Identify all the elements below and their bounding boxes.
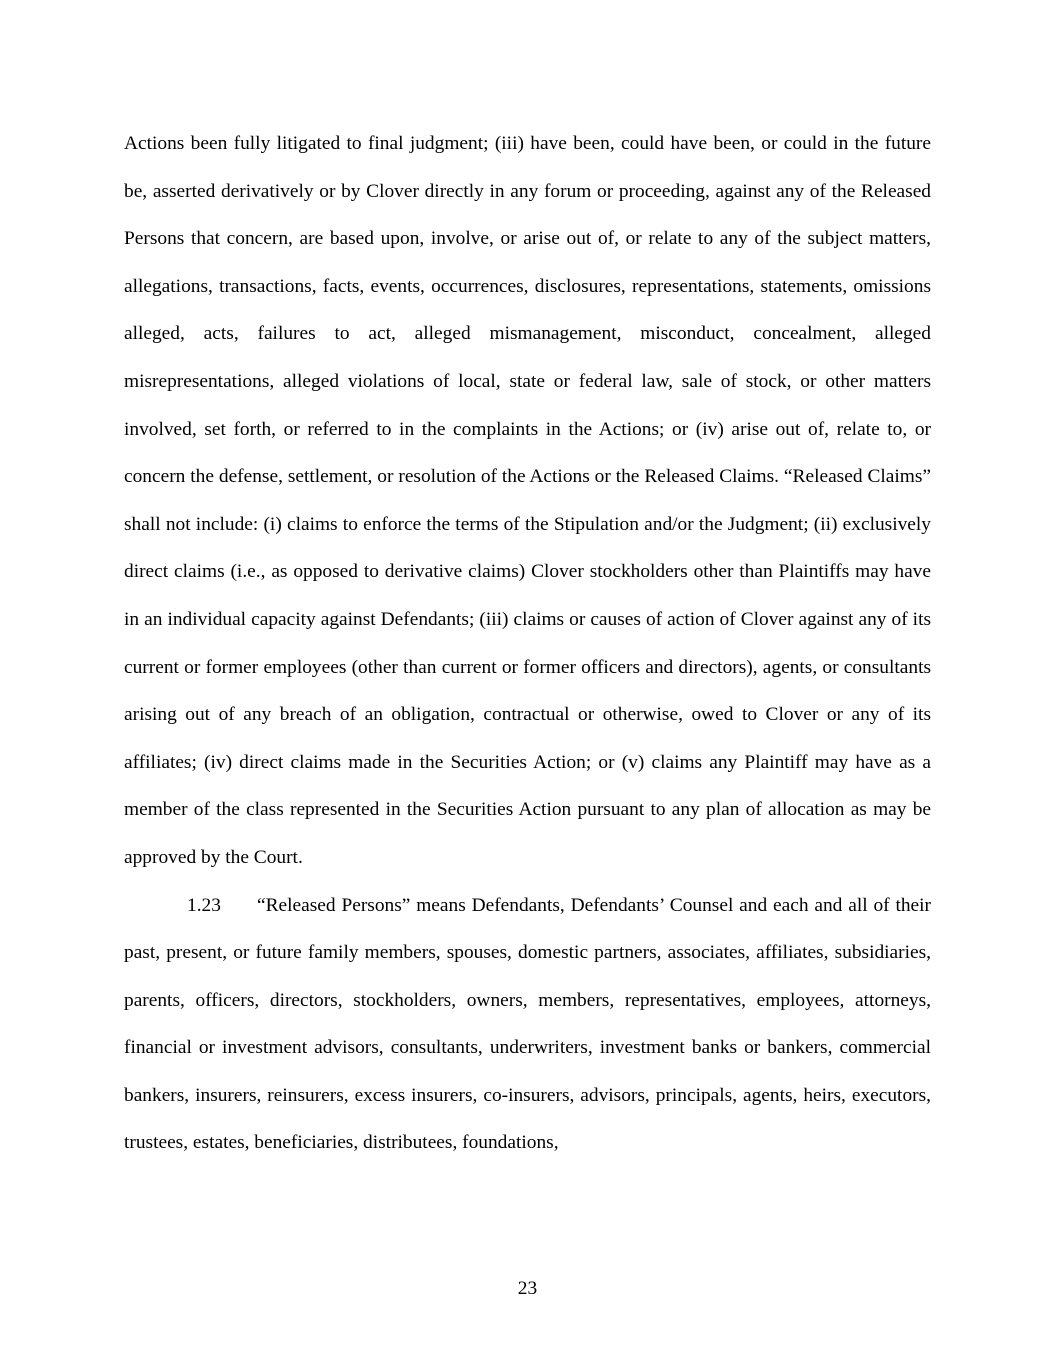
page-number: 23 bbox=[517, 1278, 538, 1299]
section-1-23-paragraph bbox=[124, 882, 931, 1168]
continued-paragraph: Actions been fully litigated to final judgment; (iii) have been, could have been, or could in the future be, asserted derivatively or by Clover directly in any forum or proceeding, against any of the Released Persons that concern, are based upon, involve, or arise out of, or relate to any of the subject matters, allegations, transactions, facts, events, occurrences, disclosures, representations, statements, omissions alleged, acts, failures to act, alleged mismanagement, misconduct, concealment, alleged misrepresentations, alleged violations of local, state or federal law, sale of stock, or other matters involved, set forth, or referred to in the complaints in the Actions; or (iv) arise out of, relate to, or concern the defense, settlement, or resolution of the Actions or the Released Claims. “Released Claims” shall not include: (i) claims to enforce the terms of the Stipulation and/or the Judgment; (ii) exclusively direct claims (i.e., as opposed to derivative claims) Clover stockholders other than Plaintiffs may have in an individual capacity against Defendants; (iii) claims or causes of action of Clover against any of its current or former employees (other than current or former officers and directors), agents, or consultants arising out of any breach of an obligation, contractual or otherwise, owed to Clover or any of its affiliates; (iv) direct claims made in the Securities Action; or (v) claims any Plaintiff may have as a member of the class represented in the Securities Action pursuant to any plan of allocation as may be approved by the Court. bbox=[124, 133, 931, 868]
section-text: “Released Persons” means Defendants, Defendants’ Counsel and each and all of their past, present, or future family members, spouses, domestic partners, associates, affiliates, subsidiaries, parents, officers, directors, stockholders, owners, members, representatives, employees, attorneys, financial or investment advisors, consultants, underwriters, investment banks or bankers, commercial bankers, insurers, reinsurers, excess insurers, co-insurers, advisors, principals, agents, heirs, executors, trustees, estates, beneficiaries, distributees, foundations, bbox=[124, 894, 931, 1154]
section-number: 1.23 bbox=[187, 894, 221, 916]
document-body bbox=[124, 120, 931, 1167]
